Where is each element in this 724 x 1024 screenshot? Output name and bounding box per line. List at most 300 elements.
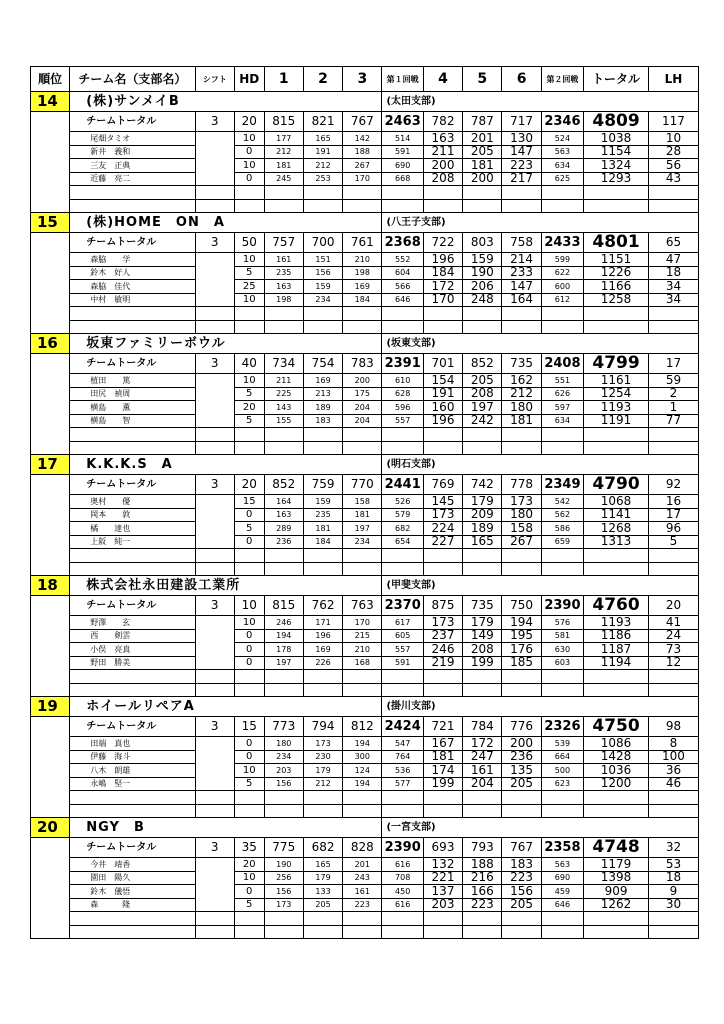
player-g6: 147 [502, 280, 541, 294]
player-hd: 5 [234, 898, 264, 912]
team-g2: 759 [303, 475, 342, 495]
player-hd: 10 [234, 764, 264, 778]
team-lh: 117 [648, 112, 698, 132]
player-shift [195, 898, 234, 912]
blank-cell [303, 791, 342, 805]
team-r2: 2326 [541, 717, 583, 737]
player-g2: 159 [303, 495, 342, 509]
rank-spacer [31, 475, 70, 495]
player-g5: 166 [463, 885, 502, 899]
player-r1: 708 [382, 871, 423, 885]
blank-row [31, 186, 699, 200]
team-name: ホイールリペアA [70, 697, 382, 717]
player-total: 1086 [584, 737, 649, 751]
blank-cell [264, 549, 303, 563]
player-g2: 205 [303, 898, 342, 912]
blank-cell [463, 804, 502, 818]
player-r2: 630 [541, 643, 583, 657]
rank-spacer [31, 522, 70, 536]
player-g4: 181 [423, 750, 462, 764]
blank-cell [195, 804, 234, 818]
player-total: 1151 [584, 253, 649, 267]
blank-cell [31, 791, 70, 805]
rank-spacer [31, 172, 70, 186]
player-g3: 210 [343, 643, 382, 657]
team-total: 4760 [584, 596, 649, 616]
player-g4: 203 [423, 898, 462, 912]
blank-cell [584, 683, 649, 697]
team-total: 4748 [584, 838, 649, 858]
player-r1: 596 [382, 401, 423, 415]
blank-cell [195, 925, 234, 939]
player-hd: 0 [234, 629, 264, 643]
team-branch: (明石支部) [382, 455, 699, 475]
team-g4: 701 [423, 354, 462, 374]
blank-cell [303, 441, 342, 455]
blank-cell [343, 307, 382, 321]
player-g6: 223 [502, 159, 541, 173]
team-title-row [31, 576, 699, 596]
blank-cell [195, 186, 234, 200]
blank-cell [264, 804, 303, 818]
player-name: 鈴木 好人 [70, 266, 195, 280]
blank-row [31, 199, 699, 213]
player-lh: 24 [648, 629, 698, 643]
player-g5: 205 [463, 145, 502, 159]
player-shift [195, 401, 234, 415]
player-g6: 135 [502, 764, 541, 778]
player-r2: 626 [541, 387, 583, 401]
team-total-label: チームトータル [70, 838, 195, 858]
player-g3: 158 [343, 495, 382, 509]
player-g3: 170 [343, 616, 382, 630]
player-g5: 197 [463, 401, 502, 415]
player-g1: 163 [264, 508, 303, 522]
player-r2: 459 [541, 885, 583, 899]
player-g4: 167 [423, 737, 462, 751]
team-r2: 2346 [541, 112, 583, 132]
player-r1: 604 [382, 266, 423, 280]
player-g5: 149 [463, 629, 502, 643]
player-lh: 5 [648, 535, 698, 549]
team-branch: (太田支部) [382, 92, 699, 112]
player-g6: 173 [502, 495, 541, 509]
player-row [31, 629, 699, 643]
player-g2: 189 [303, 401, 342, 415]
blank-cell [264, 320, 303, 334]
player-g1: 236 [264, 535, 303, 549]
team-r1: 2463 [382, 112, 423, 132]
team-total-row [31, 112, 699, 132]
player-hd: 5 [234, 387, 264, 401]
player-g4: 227 [423, 535, 462, 549]
player-total: 1161 [584, 374, 649, 388]
player-r2: 625 [541, 172, 583, 186]
blank-cell [70, 428, 195, 442]
player-name: 田尻 禎周 [70, 387, 195, 401]
player-row [31, 885, 699, 899]
player-g5: 201 [463, 132, 502, 146]
player-total: 1226 [584, 266, 649, 280]
player-row [31, 266, 699, 280]
team-g1: 815 [264, 596, 303, 616]
blank-cell [70, 441, 195, 455]
player-r2: 599 [541, 253, 583, 267]
blank-cell [502, 320, 541, 334]
player-name: 岡本 敦 [70, 508, 195, 522]
blank-cell [423, 925, 462, 939]
player-g6: 195 [502, 629, 541, 643]
blank-cell [234, 670, 264, 684]
player-r1: 617 [382, 616, 423, 630]
team-g6: 717 [502, 112, 541, 132]
blank-cell [195, 670, 234, 684]
team-g4: 722 [423, 233, 462, 253]
player-shift [195, 508, 234, 522]
player-shift [195, 885, 234, 899]
blank-row [31, 804, 699, 818]
blank-cell [648, 441, 698, 455]
blank-cell [541, 804, 583, 818]
header-game-2: 2 [303, 67, 342, 92]
player-r1: 547 [382, 737, 423, 751]
player-g1: 245 [264, 172, 303, 186]
blank-cell [423, 804, 462, 818]
player-total: 1254 [584, 387, 649, 401]
blank-cell [502, 186, 541, 200]
player-total: 1193 [584, 616, 649, 630]
player-g4: 211 [423, 145, 462, 159]
player-name: 田端 真也 [70, 737, 195, 751]
player-r2: 664 [541, 750, 583, 764]
blank-cell [541, 683, 583, 697]
blank-cell [343, 186, 382, 200]
player-shift [195, 266, 234, 280]
blank-cell [648, 925, 698, 939]
player-g1: 177 [264, 132, 303, 146]
rank-spacer [31, 871, 70, 885]
blank-cell [70, 804, 195, 818]
player-hd: 10 [234, 616, 264, 630]
team-rank: 17 [31, 455, 70, 475]
player-hd: 0 [234, 643, 264, 657]
blank-cell [31, 683, 70, 697]
player-r2: 603 [541, 656, 583, 670]
team-shift: 3 [195, 596, 234, 616]
team-total-row [31, 596, 699, 616]
player-hd: 0 [234, 750, 264, 764]
rank-spacer [31, 293, 70, 307]
player-row [31, 387, 699, 401]
blank-cell [502, 562, 541, 576]
blank-cell [264, 912, 303, 926]
blank-cell [648, 320, 698, 334]
player-r2: 634 [541, 414, 583, 428]
player-hd: 10 [234, 253, 264, 267]
blank-row [31, 441, 699, 455]
blank-cell [303, 320, 342, 334]
blank-cell [343, 670, 382, 684]
player-r2: 581 [541, 629, 583, 643]
player-g2: 212 [303, 777, 342, 791]
team-hd: 20 [234, 112, 264, 132]
player-g5: 204 [463, 777, 502, 791]
blank-cell [502, 804, 541, 818]
player-g5: 208 [463, 643, 502, 657]
blank-cell [463, 562, 502, 576]
player-g1: 289 [264, 522, 303, 536]
player-g4: 199 [423, 777, 462, 791]
team-g6: 767 [502, 838, 541, 858]
player-lh: 47 [648, 253, 698, 267]
player-row [31, 750, 699, 764]
team-name: NGY B [70, 818, 382, 838]
player-r1: 579 [382, 508, 423, 522]
player-shift [195, 522, 234, 536]
team-total-row [31, 233, 699, 253]
team-g4: 721 [423, 717, 462, 737]
blank-cell [31, 912, 70, 926]
player-g3: 169 [343, 280, 382, 294]
player-lh: 77 [648, 414, 698, 428]
blank-cell [648, 199, 698, 213]
team-rank: 20 [31, 818, 70, 838]
blank-cell [648, 912, 698, 926]
blank-cell [463, 549, 502, 563]
player-g2: 235 [303, 508, 342, 522]
blank-cell [343, 428, 382, 442]
blank-cell [423, 562, 462, 576]
player-hd: 0 [234, 535, 264, 549]
player-r2: 612 [541, 293, 583, 307]
blank-cell [31, 441, 70, 455]
player-shift [195, 858, 234, 872]
blank-cell [648, 562, 698, 576]
team-g5: 803 [463, 233, 502, 253]
blank-cell [264, 441, 303, 455]
team-total-row [31, 354, 699, 374]
rank-spacer [31, 858, 70, 872]
header-shift: シフト [195, 67, 234, 92]
player-g4: 224 [423, 522, 462, 536]
player-g2: 171 [303, 616, 342, 630]
player-row [31, 535, 699, 549]
player-shift [195, 777, 234, 791]
player-lh: 36 [648, 764, 698, 778]
player-g4: 184 [423, 266, 462, 280]
blank-cell [31, 804, 70, 818]
player-lh: 34 [648, 280, 698, 294]
blank-cell [584, 428, 649, 442]
blank-row [31, 320, 699, 334]
team-lh: 98 [648, 717, 698, 737]
team-g6: 778 [502, 475, 541, 495]
player-row [31, 522, 699, 536]
player-g5: 172 [463, 737, 502, 751]
player-shift [195, 616, 234, 630]
player-g6: 158 [502, 522, 541, 536]
rank-spacer [31, 898, 70, 912]
blank-cell [303, 912, 342, 926]
player-r2: 524 [541, 132, 583, 146]
player-g4: 172 [423, 280, 462, 294]
header-game-1: 1 [264, 67, 303, 92]
player-lh: 100 [648, 750, 698, 764]
rank-spacer [31, 656, 70, 670]
player-lh: 41 [648, 616, 698, 630]
blank-cell [234, 549, 264, 563]
team-g2: 794 [303, 717, 342, 737]
blank-cell [264, 186, 303, 200]
player-row [31, 401, 699, 415]
blank-cell [463, 186, 502, 200]
player-r2: 563 [541, 145, 583, 159]
player-g1: 161 [264, 253, 303, 267]
player-r2: 551 [541, 374, 583, 388]
rank-spacer [31, 354, 70, 374]
player-total: 1038 [584, 132, 649, 146]
blank-cell [70, 549, 195, 563]
player-g3: 243 [343, 871, 382, 885]
blank-cell [264, 307, 303, 321]
player-r1: 536 [382, 764, 423, 778]
player-g2: 181 [303, 522, 342, 536]
player-name: 森脇 佳代 [70, 280, 195, 294]
player-lh: 10 [648, 132, 698, 146]
team-g4: 693 [423, 838, 462, 858]
player-row [31, 737, 699, 751]
player-g3: 215 [343, 629, 382, 643]
player-g3: 210 [343, 253, 382, 267]
blank-row [31, 549, 699, 563]
blank-cell [541, 912, 583, 926]
team-lh: 65 [648, 233, 698, 253]
player-total: 1258 [584, 293, 649, 307]
player-g2: 165 [303, 132, 342, 146]
blank-cell [463, 441, 502, 455]
team-lh: 20 [648, 596, 698, 616]
player-g1: 234 [264, 750, 303, 764]
blank-cell [195, 320, 234, 334]
blank-cell [541, 925, 583, 939]
blank-cell [70, 320, 195, 334]
blank-cell [31, 562, 70, 576]
rank-spacer [31, 737, 70, 751]
player-shift [195, 414, 234, 428]
team-hd: 35 [234, 838, 264, 858]
player-name: 伊藤 海斗 [70, 750, 195, 764]
player-g2: 184 [303, 535, 342, 549]
team-shift: 3 [195, 233, 234, 253]
player-shift [195, 172, 234, 186]
player-g6: 181 [502, 414, 541, 428]
blank-cell [382, 562, 423, 576]
team-total-label: チームトータル [70, 354, 195, 374]
blank-cell [648, 683, 698, 697]
blank-cell [541, 549, 583, 563]
player-row [31, 159, 699, 173]
team-shift: 3 [195, 717, 234, 737]
rank-spacer [31, 508, 70, 522]
header-team: チーム名（支部名） [70, 67, 195, 92]
team-g3: 770 [343, 475, 382, 495]
player-lh: 34 [648, 293, 698, 307]
team-r1: 2424 [382, 717, 423, 737]
player-shift [195, 253, 234, 267]
player-g1: 197 [264, 656, 303, 670]
player-g3: 161 [343, 885, 382, 899]
blank-cell [423, 320, 462, 334]
player-row [31, 508, 699, 522]
player-g5: 188 [463, 858, 502, 872]
blank-cell [303, 307, 342, 321]
blank-cell [343, 683, 382, 697]
blank-cell [264, 925, 303, 939]
player-g1: 256 [264, 871, 303, 885]
player-g6: 162 [502, 374, 541, 388]
blank-cell [423, 683, 462, 697]
player-g3: 204 [343, 414, 382, 428]
team-r2: 2408 [541, 354, 583, 374]
blank-cell [382, 549, 423, 563]
player-lh: 18 [648, 266, 698, 280]
blank-cell [264, 683, 303, 697]
player-hd: 0 [234, 885, 264, 899]
player-g4: 196 [423, 253, 462, 267]
player-hd: 5 [234, 522, 264, 536]
player-hd: 0 [234, 508, 264, 522]
player-g2: 213 [303, 387, 342, 401]
player-r1: 591 [382, 656, 423, 670]
team-g2: 821 [303, 112, 342, 132]
team-total: 4790 [584, 475, 649, 495]
player-shift [195, 871, 234, 885]
blank-cell [584, 441, 649, 455]
player-shift [195, 132, 234, 146]
player-g4: 191 [423, 387, 462, 401]
blank-cell [584, 199, 649, 213]
player-hd: 0 [234, 656, 264, 670]
player-g4: 221 [423, 871, 462, 885]
team-g5: 793 [463, 838, 502, 858]
player-shift [195, 535, 234, 549]
player-g5: 181 [463, 159, 502, 173]
player-hd: 25 [234, 280, 264, 294]
team-branch: (坂東支部) [382, 334, 699, 354]
blank-cell [70, 925, 195, 939]
blank-cell [234, 683, 264, 697]
player-r2: 563 [541, 858, 583, 872]
player-g4: 132 [423, 858, 462, 872]
player-row [31, 253, 699, 267]
blank-cell [423, 912, 462, 926]
player-name: 園田 陽久 [70, 871, 195, 885]
player-g3: 234 [343, 535, 382, 549]
blank-cell [195, 428, 234, 442]
team-g4: 782 [423, 112, 462, 132]
team-name: K.K.K.S A [70, 455, 382, 475]
player-total: 1068 [584, 495, 649, 509]
player-g3: 175 [343, 387, 382, 401]
player-lh: 2 [648, 387, 698, 401]
player-hd: 10 [234, 132, 264, 146]
player-r1: 605 [382, 629, 423, 643]
blank-cell [541, 562, 583, 576]
player-shift [195, 737, 234, 751]
blank-row [31, 670, 699, 684]
blank-cell [264, 670, 303, 684]
team-lh: 17 [648, 354, 698, 374]
